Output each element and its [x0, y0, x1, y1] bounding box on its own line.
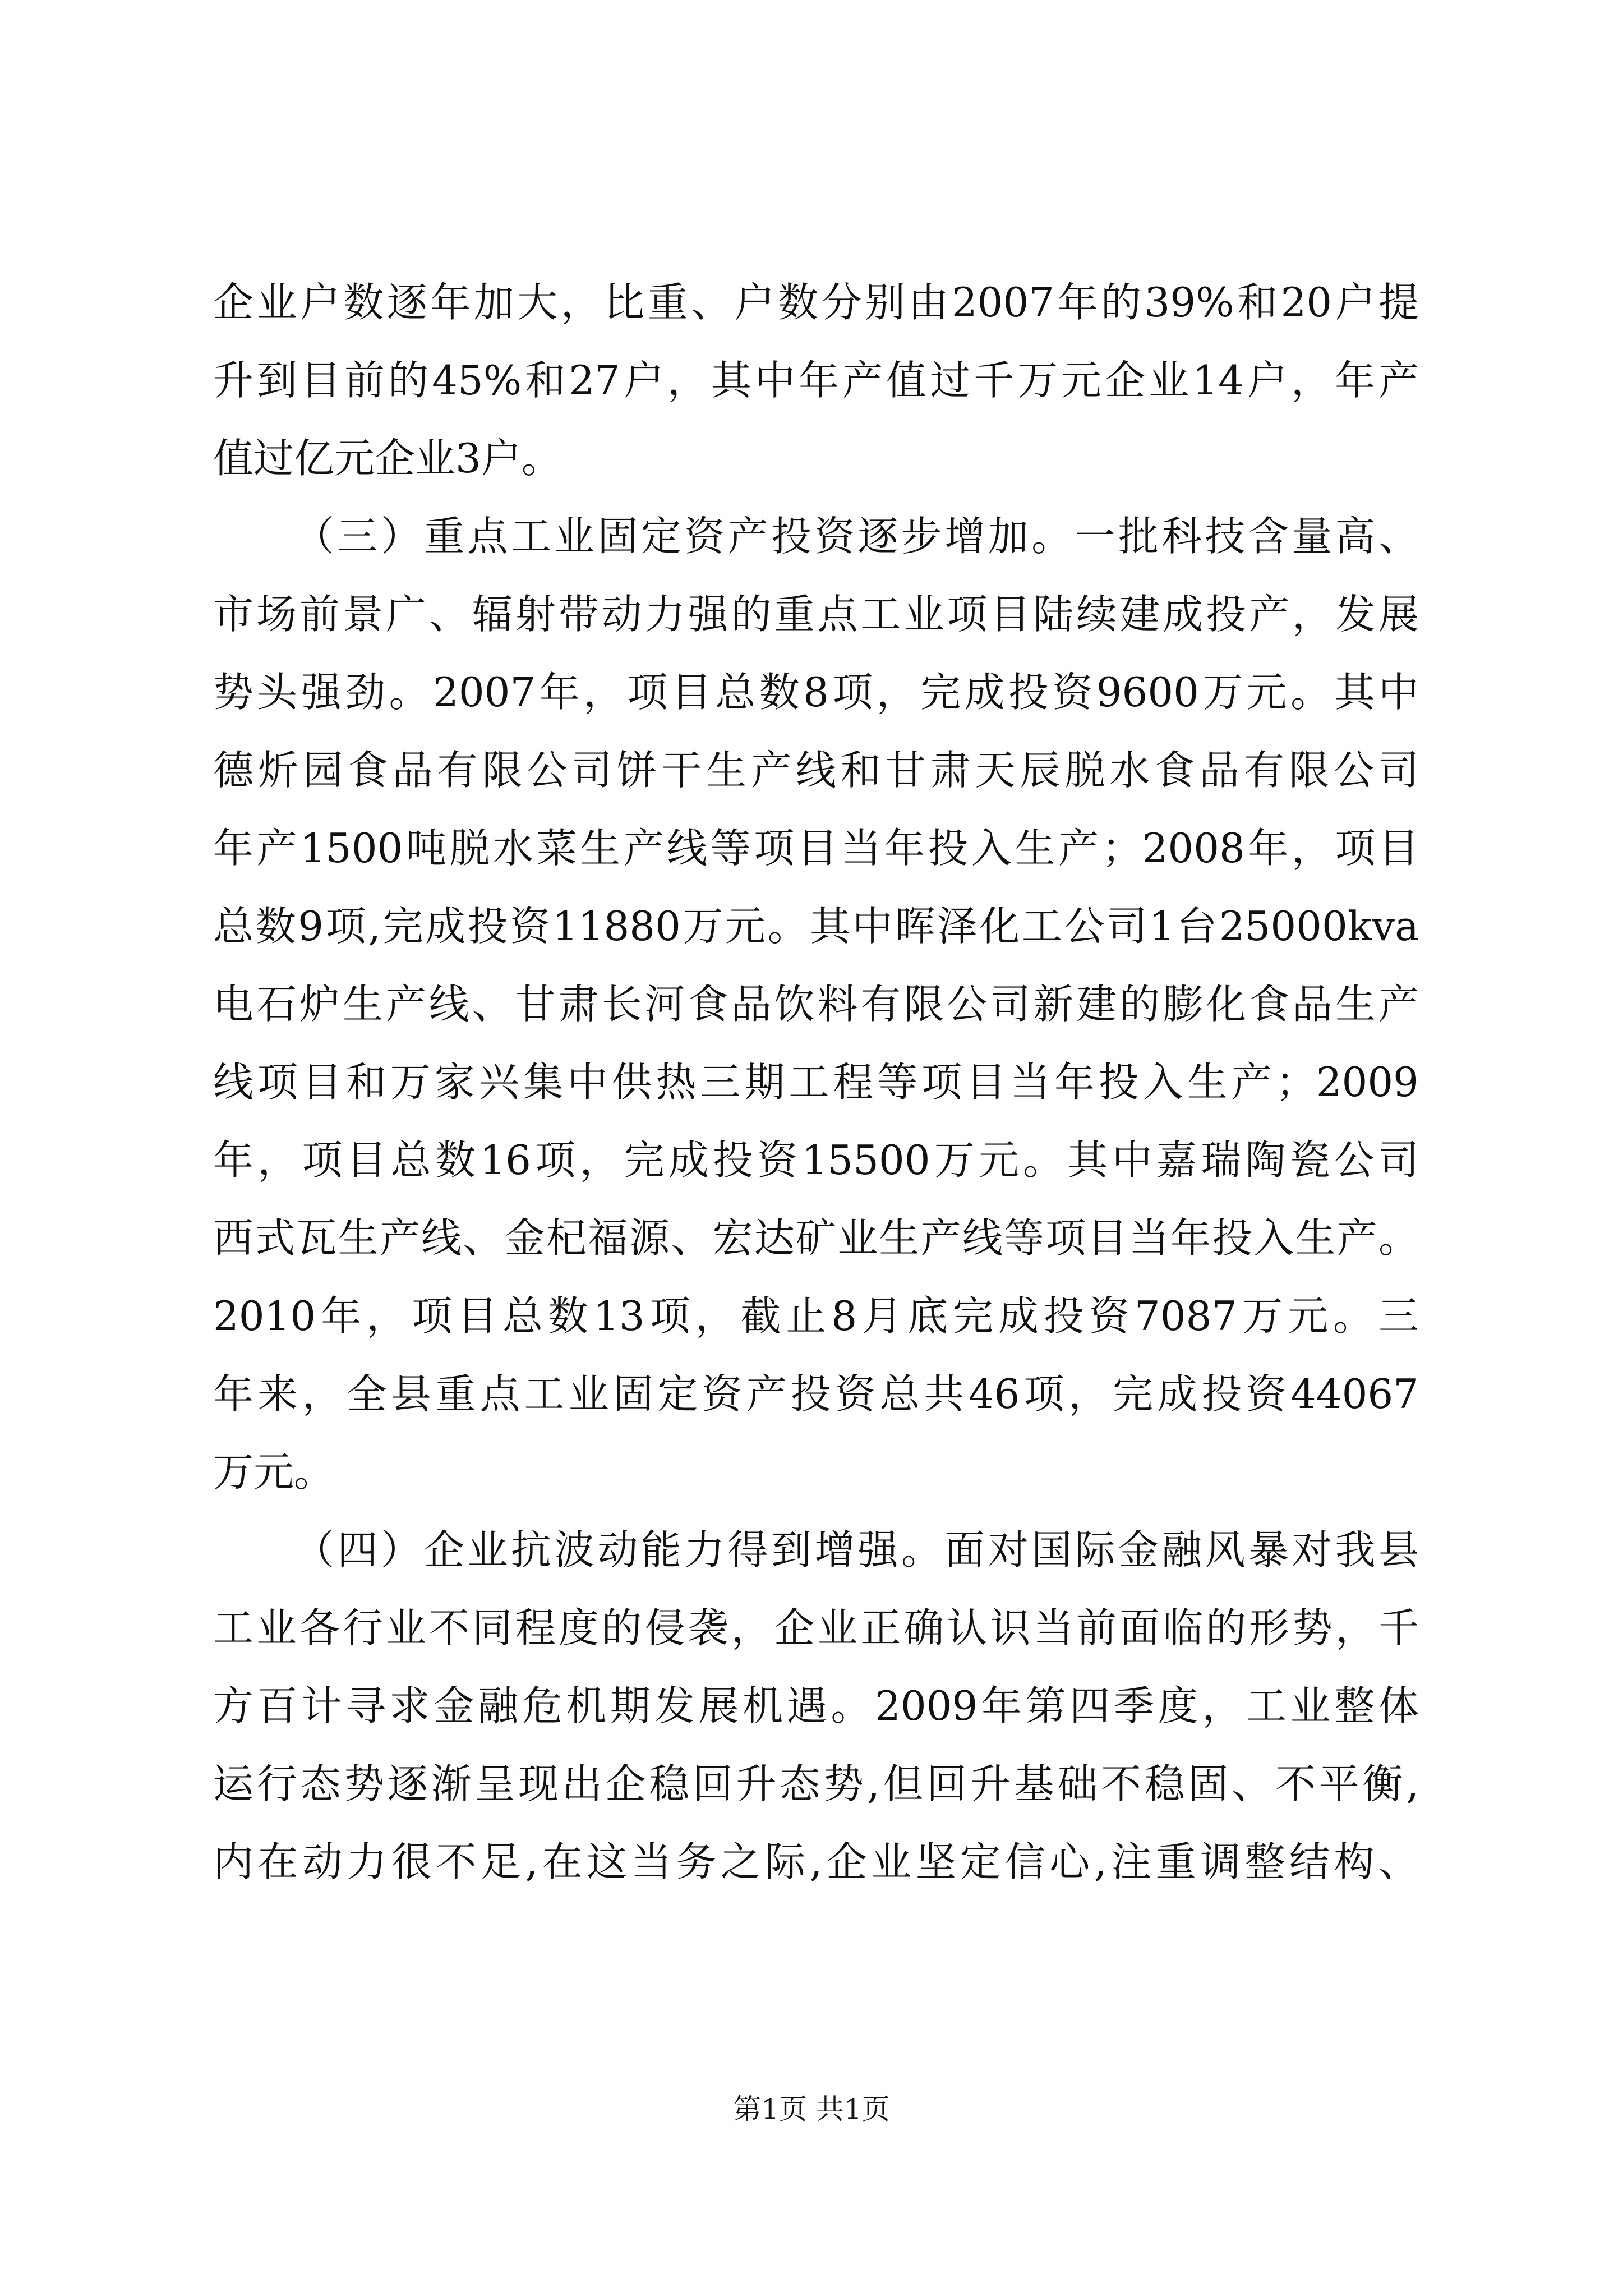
text-line: 工业各行业不同程度的侵袭，企业正确认识当前面临的形势，千 [213, 1604, 1419, 1651]
text-line: 市场前景广、辐射带动力强的重点工业项目陆续建成投产，发展 [213, 591, 1419, 638]
text-line: 升到目前的45%和27户，其中年产值过千万元企业14户，年产 [213, 357, 1419, 404]
text-line: 运行态势逐渐呈现出企稳回升态势,但回升基础不稳固、不平衡, [213, 1760, 1419, 1807]
text-line: 德炘园食品有限公司饼干生产线和甘肃天辰脱水食品有限公司 [213, 747, 1419, 794]
text-line: 电石炉生产线、甘肃长河食品饮料有限公司新建的膨化食品生产 [213, 981, 1419, 1028]
section-heading-line: （四）企业抗波动能力得到增强。面对国际金融风暴对我县 [294, 1526, 1419, 1573]
text-line: 2010年，项目总数13项，截止8月底完成投资7087万元。三 [213, 1292, 1419, 1340]
text-line: 内在动力很不足,在这当务之际,企业坚定信心,注重调整结构、 [213, 1838, 1419, 1885]
text-line: 年来，全县重点工业固定资产投资总共46项，完成投资44067 [213, 1370, 1419, 1418]
text-line: 线项目和万家兴集中供热三期工程等项目当年投入生产；2009 [213, 1059, 1419, 1106]
body-text [213, 264, 1419, 1901]
text-line: 方百计寻求金融危机期发展机遇。2009年第四季度，工业整体 [213, 1682, 1419, 1729]
text-line: 万元。 [213, 1448, 335, 1496]
text-line: 企业户数逐年加大，比重、户数分别由2007年的39%和20户提 [213, 279, 1419, 326]
text-line: 西式瓦生产线、金杞福源、宏达矿业生产线等项目当年投入生产。 [213, 1214, 1419, 1262]
text-line: 年产1500吨脱水菜生产线等项目当年投入生产；2008年，项目 [213, 825, 1419, 872]
page-number-footer: 第1页 共1页 [733, 2093, 890, 2125]
text-line: 值过亿元企业3户。 [213, 435, 562, 482]
text-line: 年，项目总数16项，完成投资15500万元。其中嘉瑞陶瓷公司 [213, 1137, 1419, 1184]
text-line: 势头强劲。2007年，项目总数8项，完成投资9600万元。其中 [213, 669, 1419, 716]
section-heading-line: （三）重点工业固定资产投资逐步增加。一批科技含量高、 [294, 513, 1419, 560]
text-line: 总数9项,完成投资11880万元。其中晖泽化工公司1台25000kva [213, 903, 1419, 950]
